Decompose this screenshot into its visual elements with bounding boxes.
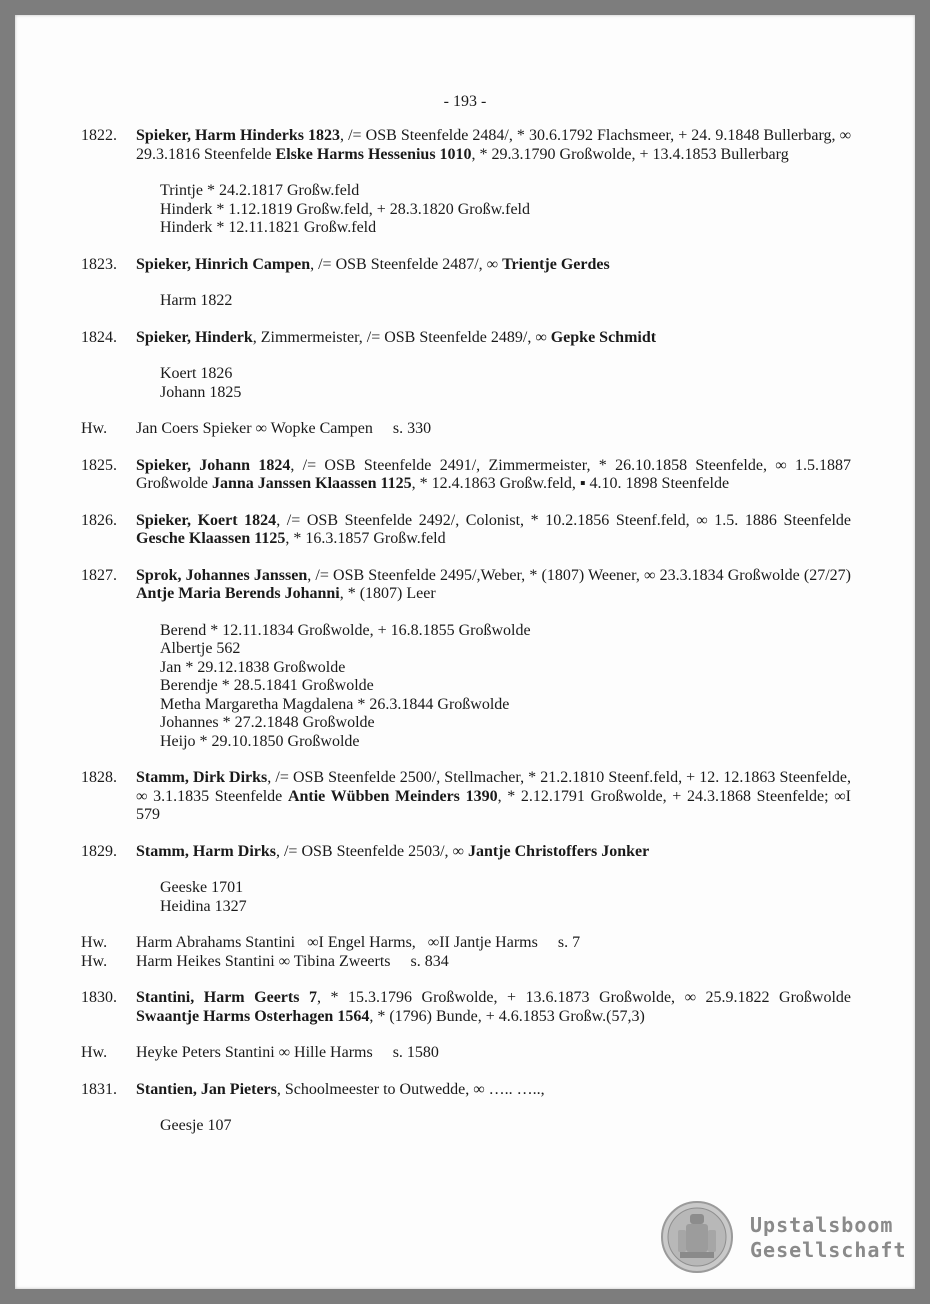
child: Geesje 107 xyxy=(160,1117,232,1134)
entry-1829: 1829. Stamm, Harm Dirks, /= OSB Steenfelde 2503/, ∞ Jantje Christoffers Jonker xyxy=(81,842,650,860)
child: Trintje * 24.2.1817 Großw.feld xyxy=(160,182,360,199)
entry-number: 1822. xyxy=(81,127,117,144)
spouse-name: Swaantje Harms Osterhagen 1564 xyxy=(136,1007,370,1025)
hw-reference: Hw. Harm Heikes Stantini ∞ Tibina Zweerts s. 834 xyxy=(81,952,449,970)
entry-1823: 1823. Spieker, Hinrich Campen, /= OSB Steenfelde 2487/, ∞ Trientje Gerdes xyxy=(81,255,610,273)
child: Metha Margaretha Magdalena * 26.3.1844 Großwolde xyxy=(160,695,510,713)
logo-line-1: Upstalsboom xyxy=(750,1213,894,1237)
spouse-name: Gepke Schmidt xyxy=(550,328,657,346)
entry-number: 1826. xyxy=(81,511,117,529)
entry-1828: 1828. Stamm, Dirk Dirks, /= OSB Steenfelde 2500/, Stellmacher, * 21.2.1810 Steenf.feld, + 12. 12.1863 Steenfelde, ∞ 3.1.1835 Steenfelde Antie Wübben Meinders 1390, * 2.12.1791 Großwolde, + 24.3.1868 Steenfelde; ∞I 579 xyxy=(81,769,852,823)
child: Hinderk * 12.11.1821 Großw.feld xyxy=(160,219,377,236)
entry-number: 1824. xyxy=(81,328,117,346)
content xyxy=(81,127,851,1154)
hw-reference: Hw. Jan Coers Spieker ∞ Wopke Campen s. 330 xyxy=(81,420,432,437)
spouse-name: Jantje Christoffers Jonker xyxy=(467,842,650,860)
entry-1831: 1831. Stantien, Jan Pieters, Schoolmeester to Outwedde, ∞ ….. ….., xyxy=(81,1080,545,1098)
entry-1830: 1830. Stantini, Harm Geerts 7, * 15.3.1796 Großwolde, + 13.6.1873 Großwolde, ∞ 25.9.1822 Großwolde Swaantje Harms Osterhagen 1564, * (1796) Bunde, + 4.6.1853 Großw.(57,3) xyxy=(81,989,851,1025)
spouse-name: Gesche Klaassen 1125 xyxy=(136,530,286,547)
person-name: Stamm, Dirk Dirks xyxy=(136,769,268,786)
society-logo xyxy=(660,1200,910,1274)
entry-1826: 1826. Spieker, Koert 1824, /= OSB Steenfelde 2492/, Colonist, * 10.2.1856 Steenf.feld, ∞ 1.5. 1886 Steenfelde Gesche Klaassen 1125, * 16.3.1857 Großw.feld xyxy=(81,511,852,547)
hw-reference-group xyxy=(81,934,851,971)
child: Berendje * 28.5.1841 Großwolde xyxy=(160,677,374,694)
child: Johannes * 27.2.1848 Großwolde xyxy=(160,714,375,731)
entry-number: 1823. xyxy=(81,255,117,273)
entry-1824: 1824. Spieker, Hinderk, Zimmermeister, /= OSB Steenfelde 2489/, ∞ Gepke Schmidt xyxy=(81,328,657,346)
person-name: Sprok, Johannes Janssen xyxy=(136,566,308,584)
child: Heijo * 29.10.1850 Großwolde xyxy=(160,732,360,750)
page-ref: s. 834 xyxy=(410,952,449,970)
spouse-name: Antie Wübben Meinders 1390 xyxy=(287,787,498,805)
spouse-name: Janna Janssen Klaassen 1125 xyxy=(211,475,412,492)
person-name: Spieker, Harm Hinderks 1823 xyxy=(136,127,341,144)
children-list xyxy=(160,182,851,238)
page-ref: s. 330 xyxy=(392,420,432,437)
entry-number: 1830. xyxy=(81,989,117,1006)
entry-1827: 1827. Sprok, Johannes Janssen, /= OSB Steenfelde 2495/,Weber, * (1807) Weener, ∞ 23.3.1834 Großwolde (27/27) Antje Maria Berends Johanni, * (1807) Leer xyxy=(81,566,851,602)
children-list xyxy=(160,879,851,916)
children-list xyxy=(160,1117,851,1136)
seal-icon xyxy=(660,1200,734,1274)
child: Hinderk * 1.12.1819 Großw.feld, + 28.3.1820 Großw.feld xyxy=(160,200,530,218)
spouse-name: Trientje Gerdes xyxy=(502,255,610,273)
person-name: Spieker, Johann 1824 xyxy=(136,456,291,474)
entry-number: 1831. xyxy=(81,1080,117,1098)
logo-line-2: Gesellschaft xyxy=(750,1238,907,1262)
child: Albertje 562 xyxy=(160,640,241,657)
child: Harm 1822 xyxy=(160,292,233,309)
person-name: Spieker, Koert 1824 xyxy=(136,511,277,529)
hw-reference: Hw. Heyke Peters Stantini ∞ Hille Harms s. 1580 xyxy=(81,1044,439,1061)
person-name: Stamm, Harm Dirks xyxy=(136,842,276,860)
person-name: Stantini, Harm Geerts 7 xyxy=(136,989,317,1006)
hw-reference-group xyxy=(81,420,851,439)
child: Johann 1825 xyxy=(160,383,242,401)
hw-reference: Hw. Harm Abrahams Stantini ∞I Engel Harms, ∞II Jantje Harms s. 7 xyxy=(81,934,581,951)
children-list xyxy=(160,292,851,311)
page-number: - 193 - xyxy=(443,93,487,110)
child: Berend * 12.11.1834 Großwolde, + 16.8.1855 Großwolde xyxy=(160,621,531,639)
entry-number: 1829. xyxy=(81,842,117,860)
child: Geeske 1701 xyxy=(160,879,244,896)
document-page xyxy=(15,15,915,1289)
spouse-name: Elske Harms Hessenius 1010 xyxy=(275,145,472,163)
entry-number: 1825. xyxy=(81,456,117,474)
children-list xyxy=(160,622,851,752)
child: Jan * 29.12.1838 Großwolde xyxy=(160,658,346,676)
hw-reference-group xyxy=(81,1044,851,1063)
entry-number: 1827. xyxy=(81,566,117,584)
person-name: Spieker, Hinderk xyxy=(136,328,253,346)
child: Heidina 1327 xyxy=(160,897,247,915)
child: Koert 1826 xyxy=(160,365,233,382)
entry-1822: 1822. Spieker, Harm Hinderks 1823, /= OSB Steenfelde 2484/, * 30.6.1792 Flachsmeer, + 24. 9.1848 Bullerbarg, ∞ 29.3.1816 Steenfelde Elske Harms Hessenius 1010, * 29.3.1790 Großwolde, + 13.4.1853 Bullerbarg xyxy=(81,127,851,163)
spouse-name: Antje Maria Berends Johanni xyxy=(136,585,340,602)
children-list xyxy=(160,365,851,402)
entry-number: 1828. xyxy=(81,769,117,786)
page-ref: s. 7 xyxy=(557,934,581,951)
page-ref: s. 1580 xyxy=(392,1044,439,1061)
entry-1825: 1825. Spieker, Johann 1824, /= OSB Steenfelde 2491/, Zimmermeister, * 26.10.1858 Steenfelde, ∞ 1.5.1887 Großwolde Janna Janssen Klaassen 1125, * 12.4.1863 Großw.feld, ▪ 4.10. 1898 Steenfelde xyxy=(81,456,851,492)
person-name: Stantien, Jan Pieters xyxy=(136,1080,277,1098)
person-name: Spieker, Hinrich Campen xyxy=(136,255,311,273)
